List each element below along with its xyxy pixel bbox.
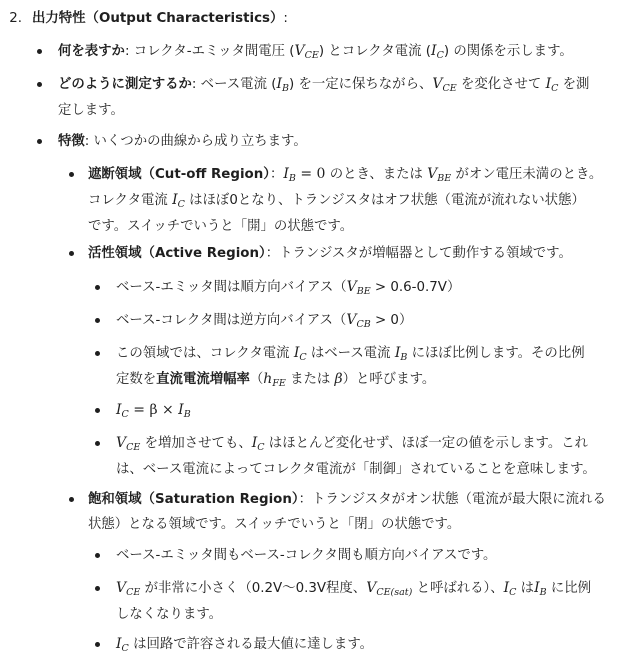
text-span [116,275,634,301]
text-span: 飽和領域（Saturation Region） [88,491,299,507]
text-span [116,308,634,334]
bullet-icon [95,408,100,413]
math-symbol [116,636,129,655]
math-subscript: C [121,408,129,420]
bullet-icon [69,497,74,502]
text-span: 状態）となる領域です。スイッチでいうと「閉」の状態です。 [88,516,461,532]
bullet-icon [95,441,100,446]
math-symbol [546,76,559,92]
text-span: I [251,434,258,451]
text-span: 遮断領域（Cut-off Region） [88,166,270,182]
math-symbol [295,43,319,59]
math-subscript: CE [442,82,457,94]
math-subscript: BE [437,172,452,184]
math-symbol: β [334,370,343,387]
text-span: しなくなります。 [116,607,223,623]
text-span: V [294,42,305,59]
text-span: : コレクタ-エミッタ間電圧 ( [124,43,295,59]
math-subscript: B [539,587,547,599]
text-span: と呼ばれる）、 [412,581,504,597]
text-span: 定します。 [58,102,124,118]
text-span [58,129,634,154]
text-span: h [263,370,273,387]
bullet-icon [37,82,42,87]
math-symbol [263,371,286,387]
text-span: V [366,580,377,597]
text-span: > 0.6-0.7V） [370,279,461,295]
text-span: は、ベース電流によってコレクタ電流が「制御」されていることを意味します。 [116,461,596,477]
text-span: を測 [558,76,590,92]
bullet-icon [95,285,100,290]
text-span [88,241,634,266]
text-span: I [503,580,510,597]
text-span: は [516,581,535,597]
math-symbol [395,345,408,361]
math-symbol [432,76,456,92]
text-span: を増加させても、 [140,435,252,451]
text-span: ) の関係を示します。 [443,43,573,59]
math-subscript: CB [356,318,371,330]
text-span: にほぼ比例します。その比例 [407,345,585,361]
text-span: この領域では、コレクタ電流 [116,345,294,361]
text-span: が非常に小さく（0.2V〜0.3V程度、 [140,581,367,597]
math-subscript: CE [304,49,319,61]
text-span: 活性領域（Active Region） [88,245,266,261]
math-subscript: FE [272,377,286,389]
text-span: I [178,401,184,418]
math-subscript: B [183,408,191,420]
text-span: 定数を [116,371,157,387]
text-span: I [283,165,289,182]
text-span: ：トランジスタが増幅器として動作する領域です。 [265,245,572,261]
text-span [88,162,634,239]
text-span: I [172,191,178,208]
math-subscript: C [121,643,129,655]
text-span: > 0） [370,312,413,328]
math-subscript: C [551,82,559,94]
text-span: コレクタ電流 [88,192,173,208]
text-span: ：トランジスタがオン状態（電流が最大限に流れる [298,491,606,507]
text-span: を変化させて [456,76,546,92]
math-symbol [534,580,547,599]
text-span: どのように測定するか [58,76,192,92]
text-span [116,632,634,658]
math-subscript: C [177,198,185,210]
math-subscript: BE [356,285,371,297]
math-subscript: B [400,351,408,363]
text-span: I [394,344,401,361]
math-subscript: CE [126,441,141,453]
text-span: V [427,165,438,182]
text-span: I [431,42,437,59]
text-span: はベース電流 [306,345,395,361]
text-span: （ [249,371,264,387]
bullet-icon [95,642,100,647]
math-subscript: C [257,441,265,453]
math-subscript: B [288,172,296,184]
math-symbol [252,435,265,451]
text-span: がオン電圧未満のとき。 [451,166,603,182]
bullet-icon [95,351,100,356]
text-span: または [285,371,335,387]
bullet-icon [95,553,100,558]
text-span: ベース-エミッタ間は順方向バイアス（ [116,279,347,295]
formula [116,398,634,424]
text-span: ベース-コレクタ間は逆方向バイアス（ [116,312,347,328]
text-span: ： [269,166,284,182]
text-span: I [545,75,552,92]
text-span: に比例 [546,581,592,597]
text-span: V [116,580,127,597]
math-symbol [503,580,517,599]
text-span: I [116,401,122,418]
text-span [58,72,634,123]
math-subscript: CE(sat) [376,587,413,599]
text-span: はほぼ0となり、トランジスタはオフ状態（電流が流れない状態） [184,192,585,208]
text-span: 特徴 [58,133,85,149]
math-symbol [347,279,371,295]
heading-title: 出力特性（Output Characteristics） [32,10,284,26]
math-subscript: C [299,351,307,363]
text-span: のとき、または [325,166,428,182]
text-span: V [346,311,357,328]
math-symbol [276,76,289,92]
math-symbol [431,43,444,59]
text-span [32,6,634,31]
math-symbol [116,435,140,451]
text-span: ）と呼びます。 [342,371,436,387]
text-span: ) とコレクタ電流 ( [318,43,432,59]
text-span: = β × [128,401,179,418]
bullet-icon [69,251,74,256]
text-span [116,341,634,393]
math-symbol [294,345,307,361]
text-span: I [116,636,122,653]
text-span: はほとんど変化せず、ほぼ一定の値を示します。これ [264,435,589,451]
text-span: : ベース電流 ( [191,76,277,92]
text-span: I [276,75,282,92]
text-span: です。スイッチでいうと「開」の状態です。 [88,218,354,234]
text-span: は回路で許容される最大値に達します。 [128,637,374,653]
text-span: I [293,344,300,361]
text-span: 直流電流増幅率 [156,371,250,387]
math-symbol [172,192,185,208]
text-span [58,39,634,65]
math-symbol [283,166,325,182]
math-subscript: C [509,587,517,599]
math-symbol [427,166,451,182]
bullet-icon [95,586,100,591]
text-span: ベース-エミッタ間もベース-コレクタ間も順方向バイアスです。 [116,547,497,563]
text-span [88,487,634,537]
heading-number: 2. [9,10,22,26]
bullet-icon [37,139,42,144]
math-subscript: C [436,49,444,61]
text-span: ) を一定に保ちながら、 [288,76,433,92]
math-subscript: CE [126,587,141,599]
text-span: V [116,434,127,451]
text-span: = 0 [295,165,326,182]
text-span [116,576,634,627]
text-span: : [283,10,288,26]
math-symbol [116,580,141,599]
text-span [116,431,634,482]
bullet-icon [69,172,74,177]
bullet-icon [37,49,42,54]
text-span: V [346,278,357,295]
math-symbol [346,312,370,328]
text-span: 何を表すか [58,43,125,59]
text-span: V [432,75,443,92]
math-symbol [366,580,413,599]
text-span: I [534,580,540,597]
text-span: : いくつかの曲線から成り立ちます。 [84,133,307,149]
bullet-icon [95,318,100,323]
math-subscript: B [281,82,289,94]
